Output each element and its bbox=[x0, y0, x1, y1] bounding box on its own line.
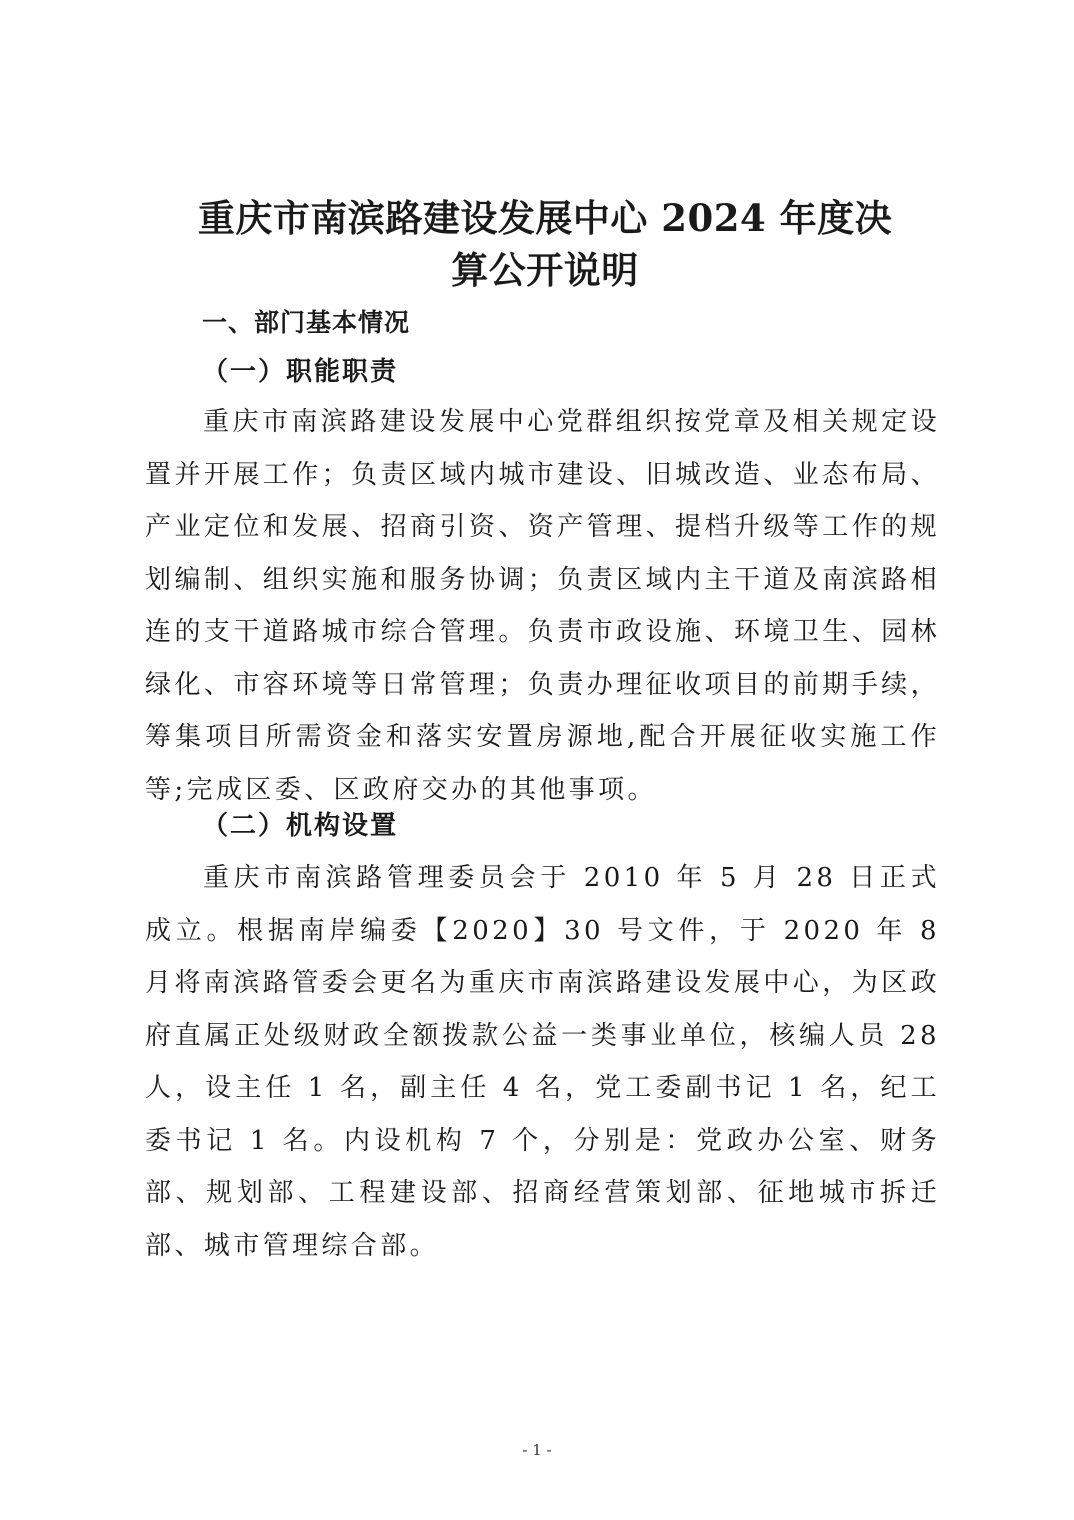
paragraph-functions: 重庆市南滨路建设发展中心党群组织按党章及相关规定设置并开展工作；负责区域内城市建设、旧城改造、业态布局、产业定位和发展、招商引资、资产管理、提档升级等工作的规划编制、组织实施和服务协调；负责区域内主干道及南滨路相连的支干道路城市综合管理。负责市政设施、环境卫生、园林绿化、市容环境等日常管理；负责办理征收项目的前期手续，筹集项目所需资金和落实安置房源地,配合开展征收实施工作等;完成区委、区政府交办的其他事项。 bbox=[145, 407, 940, 805]
document-title-line-2: 算公开说明 bbox=[451, 248, 639, 292]
subsection-heading-organization: （二）机构设置 bbox=[202, 811, 399, 841]
page-number: - 1 - bbox=[522, 1441, 552, 1459]
subsection-heading-functions: （一）职能职责 bbox=[202, 357, 399, 387]
document-title-line-1: 重庆市南滨路建设发展中心 2024 年度决 bbox=[197, 196, 893, 240]
paragraph-organization: 重庆市南滨路管理委员会于 2010 年 5 月 28 日正式成立。根据南岸编委【2020】30 号文件，于 2020 年 8 月将南滨路管委会更名为重庆市南滨路建设发展中心，为区政府直属正处级财政全额拨款公益一类事业单位，核编人员 28 人，设主任 1 名，副主任 4 名，党工委副书记 1 名，纪工委书记 1 名。内设机构 7 个，分别是：党政办公室、财务部、规划部、工程建设部、招商经营策划部、征地城市拆迁部、城市管理综合部。 bbox=[145, 863, 940, 1261]
section-heading-basic-info: 一、部门基本情况 bbox=[202, 308, 411, 337]
